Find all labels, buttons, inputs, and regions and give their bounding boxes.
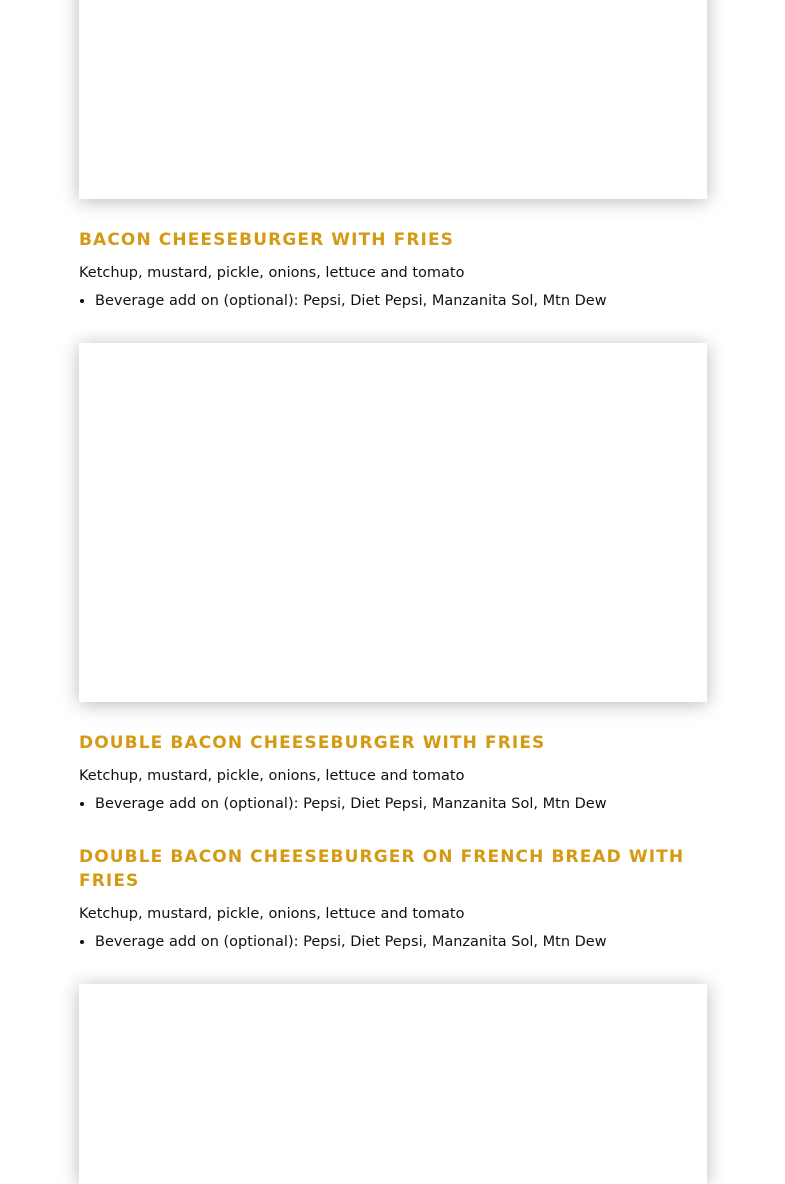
menu-item-description: Ketchup, mustard, pickle, onions, lettuce and tomato	[79, 265, 465, 281]
beverage-option: • Beverage add on (optional): Pepsi, Diet Pepsi, Manzanita Sol, Mtn Dew	[95, 931, 709, 953]
menu-item-title: DOUBLE BACON CHEESEBURGER ON FRENCH BREAD WITH FRIES	[79, 847, 685, 891]
menu-item-image-card	[79, 984, 707, 1184]
menu-item-options-list	[79, 931, 709, 953]
beverage-option: • Beverage add on (optional): Pepsi, Diet Pepsi, Manzanita Sol, Mtn Dew	[95, 290, 709, 312]
menu-item-image-card	[79, 0, 707, 199]
menu-item	[79, 228, 709, 312]
menu-item-title: DOUBLE BACON CHEESEBURGER WITH FRIES	[79, 733, 546, 753]
menu-item-options-list	[79, 793, 709, 815]
menu-item-description: Ketchup, mustard, pickle, onions, lettuce and tomato	[79, 768, 465, 784]
menu-item-options-list	[79, 290, 709, 312]
menu-item-title: BACON CHEESEBURGER WITH FRIES	[79, 230, 455, 250]
menu-item-image-card	[79, 343, 707, 702]
menu-item	[79, 845, 709, 953]
menu-item	[79, 731, 709, 815]
menu-item-description: Ketchup, mustard, pickle, onions, lettuce and tomato	[79, 906, 465, 922]
beverage-option: • Beverage add on (optional): Pepsi, Diet Pepsi, Manzanita Sol, Mtn Dew	[95, 793, 709, 815]
